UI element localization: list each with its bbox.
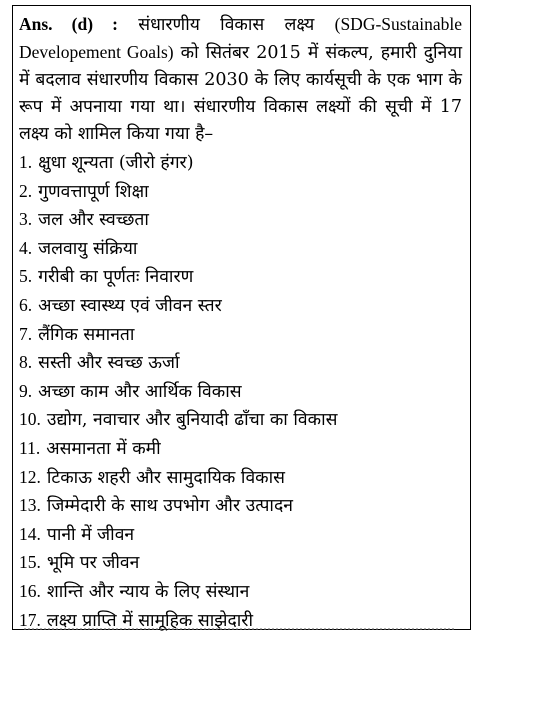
goal-number: 10. <box>19 409 41 430</box>
goal-text: उद्योग, नवाचार और बुनियादी ढाँचा का विकास <box>46 410 338 431</box>
goal-text: लैंगिक समानता <box>38 324 135 345</box>
intro-body: को सितंबर 2015 में संकल्प, हमारी दुनिया में बदलाव संधारणीय विकास 2030 के लिए कार्यसूची के एक भाग के रूप में अपनाया गया था। संधारणीय विकास लक्ष्यों की सूची में 17 लक्ष्य को शामिल किया गया है– <box>19 43 462 144</box>
goal-item <box>19 177 462 206</box>
goal-number: 1. <box>19 152 33 172</box>
goal-text: गरीबी का पूर्णतः निवारण <box>38 267 194 288</box>
answer-label: Ans. (d) : <box>19 14 118 34</box>
goal-item <box>19 434 462 463</box>
goal-text: टिकाऊ शहरी और सामुदायिक विकास <box>46 467 285 488</box>
goal-number: 15. <box>19 552 41 573</box>
goal-text: भूमि पर जीवन <box>46 553 140 574</box>
goal-text: जल और स्वच्छता <box>38 210 149 231</box>
goal-item <box>19 234 462 263</box>
goal-text: पानी में जीवन <box>46 524 135 545</box>
goal-item <box>19 262 462 291</box>
goal-number: 6. <box>19 294 33 315</box>
goal-number: 12. <box>19 466 41 487</box>
intro-hindi-term: संधारणीय विकास लक्ष्य <box>138 15 315 35</box>
goal-text: सस्ती और स्वच्छ ऊर्जा <box>38 353 180 374</box>
sdg-goal-list <box>19 148 462 634</box>
goal-number: 2. <box>19 180 33 201</box>
goal-number: 7. <box>19 323 33 344</box>
goal-text: अच्छा काम और आर्थिक विकास <box>38 381 242 402</box>
goal-item <box>19 205 462 234</box>
cropped-text-remnant <box>24 628 454 637</box>
goal-number: 3. <box>19 209 33 230</box>
answer-box <box>12 5 471 630</box>
goal-number: 8. <box>19 352 33 373</box>
goal-text: गुणवत्तापूर्ण शिक्षा <box>38 181 149 202</box>
goal-number: 16. <box>19 580 41 601</box>
goal-number: 5. <box>19 266 33 287</box>
goal-item <box>19 291 462 320</box>
goal-item <box>19 320 462 349</box>
goal-number: 9. <box>19 380 33 401</box>
answer-intro <box>19 11 462 148</box>
goal-item <box>19 520 462 549</box>
intro-acronym: (SDG-Sustainable Developement Goals) <box>19 14 462 62</box>
goal-item <box>19 348 462 377</box>
goal-text: जलवायु संक्रिया <box>38 238 138 259</box>
goal-item <box>19 548 462 577</box>
goal-number: 14. <box>19 523 41 544</box>
goal-number: 4. <box>19 237 33 258</box>
goal-text: जिम्मेदारी के साथ उपभोग और उत्पादन <box>46 496 293 517</box>
goal-item <box>19 377 462 406</box>
goal-text: शान्ति और न्याय के लिए संस्थान <box>46 581 250 602</box>
goal-text: क्षुधा शून्यता (जीरो हंगर) <box>38 153 194 173</box>
goal-item <box>19 463 462 492</box>
goal-text: लक्ष्य प्राप्ति में सामूहिक साझेदारी <box>46 610 253 631</box>
goal-item <box>19 148 462 177</box>
goal-text: असमानता में कमी <box>46 438 161 459</box>
goal-item <box>19 405 462 434</box>
goal-number: 13. <box>19 495 41 516</box>
goal-item <box>19 491 462 520</box>
goal-item <box>19 577 462 606</box>
goal-number: 17. <box>19 609 41 630</box>
goal-text: अच्छा स्वास्थ्य एवं जीवन स्तर <box>38 295 222 316</box>
goal-number: 11. <box>19 437 41 458</box>
